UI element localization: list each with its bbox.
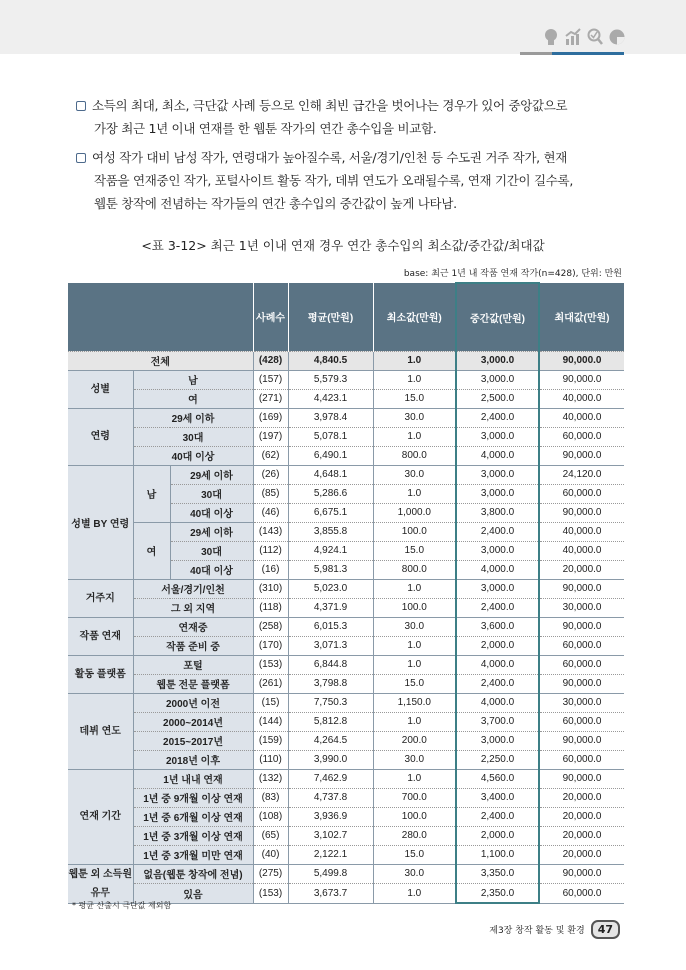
lightbulb-icon — [543, 28, 559, 46]
table-row — [68, 807, 624, 826]
row-label: 1년 중 3개월 미만 연재 — [133, 845, 253, 864]
cell-min: 100.0 — [373, 522, 456, 541]
cell-max: 90,000.0 — [539, 503, 624, 522]
cell-max: 30,000.0 — [539, 693, 624, 712]
paragraph-text: 웹툰 창작에 전념하는 작가들의 연간 총수입의 중간값이 높게 나타남. — [94, 196, 457, 211]
cell-max: 90,000.0 — [539, 579, 624, 598]
header-rule — [520, 52, 552, 55]
table-row — [68, 370, 624, 389]
cell-mean: 5,286.6 — [288, 484, 373, 503]
header-icons — [543, 28, 625, 46]
cell-mean: 3,673.7 — [288, 884, 373, 904]
cell-max: 90,000.0 — [539, 674, 624, 693]
cell-median: 2,000.0 — [456, 636, 539, 655]
cell-cases: (83) — [253, 788, 288, 807]
group-label: 활동 플랫폼 — [68, 655, 133, 693]
cell-max: 20,000.0 — [539, 807, 624, 826]
cell-min: 30.0 — [373, 617, 456, 636]
cell-max: 60,000.0 — [539, 427, 624, 446]
bullet-paragraph-2 — [76, 146, 636, 215]
cell-min: 1,000.0 — [373, 503, 456, 522]
cell-max: 20,000.0 — [539, 788, 624, 807]
cell-median: 3,000.0 — [456, 484, 539, 503]
table-row — [68, 579, 624, 598]
cell-cases: (62) — [253, 446, 288, 465]
cell-cases: (108) — [253, 807, 288, 826]
table-row — [68, 655, 624, 674]
cell-median: 3,000.0 — [456, 731, 539, 750]
cell-cases: (169) — [253, 408, 288, 427]
bullet-paragraph-1 — [76, 94, 636, 140]
cell-min: 100.0 — [373, 807, 456, 826]
cell-min: 15.0 — [373, 674, 456, 693]
cell-cases: (271) — [253, 389, 288, 408]
table-row — [68, 427, 624, 446]
cell-median: 3,000.0 — [456, 427, 539, 446]
pie-icon — [609, 28, 625, 46]
cell-median: 3,700.0 — [456, 712, 539, 731]
row-label: 40대 이상 — [133, 446, 253, 465]
page-footer — [489, 920, 620, 939]
cell-median: 2,000.0 — [456, 826, 539, 845]
cell-mean: 6,490.1 — [288, 446, 373, 465]
cell-min: 1.0 — [373, 884, 456, 904]
cell-median: 2,400.0 — [456, 674, 539, 693]
subgroup-label: 남 — [133, 465, 170, 522]
table-row — [68, 712, 624, 731]
table-base-note: base: 최근 1년 내 작품 연재 작가(n=428), 단위: 만원 — [403, 269, 622, 279]
table-row — [68, 522, 624, 541]
group-label: 연재 기간 — [68, 769, 133, 864]
cell-cases: (40) — [253, 845, 288, 864]
cell-cases: (15) — [253, 693, 288, 712]
cell-min: 1.0 — [373, 769, 456, 788]
row-label: 연재중 — [133, 617, 253, 636]
cell-median: 2,400.0 — [456, 598, 539, 617]
cell-max: 20,000.0 — [539, 826, 624, 845]
cell-median: 3,350.0 — [456, 864, 539, 884]
table-row — [68, 408, 624, 427]
cell-mean: 3,990.0 — [288, 750, 373, 769]
cell-cases: (159) — [253, 731, 288, 750]
cell-min: 200.0 — [373, 731, 456, 750]
table-row — [68, 788, 624, 807]
cell-cases: (170) — [253, 636, 288, 655]
cell-median: 4,560.0 — [456, 769, 539, 788]
cell-cases: (153) — [253, 655, 288, 674]
cell-min: 280.0 — [373, 826, 456, 845]
cell-min: 1,150.0 — [373, 693, 456, 712]
table-row — [68, 617, 624, 636]
cell-mean: 5,579.3 — [288, 370, 373, 389]
cell-cases: (16) — [253, 560, 288, 579]
cell-max: 40,000.0 — [539, 389, 624, 408]
header-min: 최소값(만원) — [373, 283, 456, 351]
cell-cases: (65) — [253, 826, 288, 845]
cell-max: 60,000.0 — [539, 636, 624, 655]
table-row — [68, 864, 624, 884]
cell-max: 30,000.0 — [539, 598, 624, 617]
table-header-row — [68, 283, 624, 351]
cell-max: 90,000.0 — [539, 617, 624, 636]
paragraph-text: 소득의 최대, 최소, 극단값 사례 등으로 인해 최빈 급간을 벗어나는 경우가 있어 중앙값으로 — [92, 98, 568, 113]
row-label: 30대 — [170, 484, 253, 503]
cell-max: 90,000.0 — [539, 731, 624, 750]
cell-mean: 3,071.3 — [288, 636, 373, 655]
cell-min: 1.0 — [373, 636, 456, 655]
cell-mean: 7,750.3 — [288, 693, 373, 712]
cell-min: 1.0 — [373, 351, 456, 370]
cell-min: 100.0 — [373, 598, 456, 617]
cell-mean: 6,675.1 — [288, 503, 373, 522]
cell-min: 1.0 — [373, 655, 456, 674]
row-label: 29세 이하 — [170, 465, 253, 484]
row-label: 29세 이하 — [170, 522, 253, 541]
cell-mean: 4,371.9 — [288, 598, 373, 617]
cell-median: 2,400.0 — [456, 522, 539, 541]
cell-mean: 6,844.8 — [288, 655, 373, 674]
table-row — [68, 769, 624, 788]
cell-mean: 5,812.8 — [288, 712, 373, 731]
table-row — [68, 693, 624, 712]
paragraph-text: 작품을 연재중인 작가, 포털사이트 활동 작가, 데뷔 연도가 오래될수록, 연재 기간이 길수록, — [94, 173, 574, 188]
cell-cases: (143) — [253, 522, 288, 541]
row-label: 포털 — [133, 655, 253, 674]
table-row — [68, 845, 624, 864]
cell-max: 60,000.0 — [539, 750, 624, 769]
cell-max: 40,000.0 — [539, 408, 624, 427]
cell-min: 15.0 — [373, 845, 456, 864]
table-caption: <표 3-12> 최근 1년 이내 연재 경우 연간 총수입의 최소값/중간값/최대값 — [141, 238, 545, 253]
cell-mean: 3,102.7 — [288, 826, 373, 845]
income-table — [68, 282, 624, 904]
footnote: * 평균 산출시 극단값 제외함 — [72, 901, 172, 910]
cell-max: 60,000.0 — [539, 884, 624, 904]
group-label: 연령 — [68, 408, 133, 465]
group-label: 작품 연재 — [68, 617, 133, 655]
cell-median: 3,000.0 — [456, 370, 539, 389]
cell-median: 3,000.0 — [456, 465, 539, 484]
header-rule-accent — [552, 52, 624, 55]
page-number: 47 — [591, 920, 620, 939]
cell-max: 40,000.0 — [539, 522, 624, 541]
header-mean: 평균(만원) — [288, 283, 373, 351]
cell-mean: 4,840.5 — [288, 351, 373, 370]
cell-mean: 7,462.9 — [288, 769, 373, 788]
header-blank — [68, 283, 253, 351]
row-label: 1년 중 3개월 이상 연재 — [133, 826, 253, 845]
row-label: 2018년 이후 — [133, 750, 253, 769]
cell-min: 30.0 — [373, 465, 456, 484]
row-label: 전체 — [68, 351, 253, 370]
row-label: 1년 중 6개월 이상 연재 — [133, 807, 253, 826]
cell-mean: 3,798.8 — [288, 674, 373, 693]
table-row — [68, 446, 624, 465]
cell-mean: 3,978.4 — [288, 408, 373, 427]
row-label: 30대 — [133, 427, 253, 446]
paragraph-text: 여성 작가 대비 남성 작가, 연령대가 높아질수록, 서울/경기/인천 등 수도권 거주 작가, 현재 — [92, 150, 568, 165]
cell-min: 30.0 — [373, 864, 456, 884]
cell-max: 90,000.0 — [539, 446, 624, 465]
cell-cases: (275) — [253, 864, 288, 884]
cell-min: 1.0 — [373, 712, 456, 731]
square-bullet-icon — [76, 101, 86, 111]
cell-cases: (258) — [253, 617, 288, 636]
cell-min: 800.0 — [373, 560, 456, 579]
cell-max: 90,000.0 — [539, 351, 624, 370]
cell-mean: 4,264.5 — [288, 731, 373, 750]
cell-mean: 5,499.8 — [288, 864, 373, 884]
group-label: 성별 — [68, 370, 133, 408]
cell-median: 3,400.0 — [456, 788, 539, 807]
chart-icon — [565, 28, 581, 46]
cell-cases: (85) — [253, 484, 288, 503]
table-row — [68, 674, 624, 693]
group-label: 데뷔 연도 — [68, 693, 133, 769]
chapter-title: 제3장 창작 활동 및 환경 — [489, 926, 585, 936]
cell-cases: (110) — [253, 750, 288, 769]
cell-min: 1.0 — [373, 370, 456, 389]
table-row — [68, 826, 624, 845]
cell-mean: 5,023.0 — [288, 579, 373, 598]
cell-median: 2,350.0 — [456, 884, 539, 904]
cell-median: 2,400.0 — [456, 807, 539, 826]
row-label: 여 — [133, 389, 253, 408]
cell-min: 1.0 — [373, 579, 456, 598]
cell-min: 15.0 — [373, 389, 456, 408]
cell-median: 2,400.0 — [456, 408, 539, 427]
cell-median: 2,250.0 — [456, 750, 539, 769]
row-label: 2000년 이전 — [133, 693, 253, 712]
cell-median: 2,500.0 — [456, 389, 539, 408]
group-label: 거주지 — [68, 579, 133, 617]
cell-mean: 3,936.9 — [288, 807, 373, 826]
cell-min: 1.0 — [373, 484, 456, 503]
cell-min: 30.0 — [373, 408, 456, 427]
cell-median: 4,000.0 — [456, 655, 539, 674]
row-label: 30대 — [170, 541, 253, 560]
cell-min: 800.0 — [373, 446, 456, 465]
cell-mean: 5,981.3 — [288, 560, 373, 579]
cell-mean: 4,648.1 — [288, 465, 373, 484]
cell-cases: (310) — [253, 579, 288, 598]
cell-median: 4,000.0 — [456, 693, 539, 712]
cell-median: 4,000.0 — [456, 560, 539, 579]
header-max: 최대값(만원) — [539, 283, 624, 351]
cell-median: 3,600.0 — [456, 617, 539, 636]
row-label: 29세 이하 — [133, 408, 253, 427]
cell-mean: 4,924.1 — [288, 541, 373, 560]
row-label: 없음(웹툰 창작에 전념) — [133, 864, 253, 884]
group-label: 성별 BY 연령 — [68, 465, 133, 579]
cell-min: 1.0 — [373, 427, 456, 446]
cell-median: 3,000.0 — [456, 351, 539, 370]
cell-median: 4,000.0 — [456, 446, 539, 465]
cell-max: 90,000.0 — [539, 769, 624, 788]
cell-max: 20,000.0 — [539, 845, 624, 864]
cell-median: 3,000.0 — [456, 579, 539, 598]
table-row — [68, 636, 624, 655]
row-label: 1년 내내 연재 — [133, 769, 253, 788]
row-label: 1년 중 9개월 이상 연재 — [133, 788, 253, 807]
cell-cases: (144) — [253, 712, 288, 731]
cell-min: 15.0 — [373, 541, 456, 560]
table-row — [68, 389, 624, 408]
cell-max: 60,000.0 — [539, 655, 624, 674]
header-median: 중간값(만원) — [456, 283, 539, 351]
row-label: 웹툰 전문 플랫폼 — [133, 674, 253, 693]
cell-cases: (132) — [253, 769, 288, 788]
cell-cases: (197) — [253, 427, 288, 446]
square-bullet-icon — [76, 153, 86, 163]
row-label: 있음 — [133, 884, 253, 904]
magnifier-check-icon — [587, 28, 603, 46]
cell-mean: 5,078.1 — [288, 427, 373, 446]
cell-max: 40,000.0 — [539, 541, 624, 560]
cell-median: 3,800.0 — [456, 503, 539, 522]
cell-cases: (261) — [253, 674, 288, 693]
row-label: 40대 이상 — [170, 503, 253, 522]
group-label: 웹툰 외 소득원 유무 — [68, 864, 133, 903]
cell-mean: 4,737.8 — [288, 788, 373, 807]
cell-max: 90,000.0 — [539, 370, 624, 389]
cell-cases: (157) — [253, 370, 288, 389]
paragraph-text: 가장 최근 1년 이내 연재를 한 웹툰 작가의 연간 총수입을 비교함. — [94, 121, 437, 136]
table-row — [68, 750, 624, 769]
row-label: 서울/경기/인천 — [133, 579, 253, 598]
cell-median: 1,100.0 — [456, 845, 539, 864]
cell-max: 90,000.0 — [539, 864, 624, 884]
row-label: 2015~2017년 — [133, 731, 253, 750]
table-row-total — [68, 351, 624, 370]
row-label: 남 — [133, 370, 253, 389]
cell-min: 700.0 — [373, 788, 456, 807]
table-row — [68, 598, 624, 617]
cell-min: 30.0 — [373, 750, 456, 769]
cell-mean: 2,122.1 — [288, 845, 373, 864]
cell-mean: 3,855.8 — [288, 522, 373, 541]
header-cases: 사례수 — [253, 283, 288, 351]
table-row — [68, 731, 624, 750]
subgroup-label: 여 — [133, 522, 170, 579]
cell-cases: (26) — [253, 465, 288, 484]
cell-mean: 6,015.3 — [288, 617, 373, 636]
cell-cases: (428) — [253, 351, 288, 370]
cell-cases: (118) — [253, 598, 288, 617]
row-label: 40대 이상 — [170, 560, 253, 579]
cell-max: 24,120.0 — [539, 465, 624, 484]
cell-max: 20,000.0 — [539, 560, 624, 579]
cell-max: 60,000.0 — [539, 712, 624, 731]
row-label: 그 외 지역 — [133, 598, 253, 617]
row-label: 2000~2014년 — [133, 712, 253, 731]
cell-cases: (46) — [253, 503, 288, 522]
cell-cases: (112) — [253, 541, 288, 560]
cell-mean: 4,423.1 — [288, 389, 373, 408]
cell-median: 3,000.0 — [456, 541, 539, 560]
table-row — [68, 465, 624, 484]
cell-max: 60,000.0 — [539, 484, 624, 503]
cell-cases: (153) — [253, 884, 288, 904]
row-label: 작품 준비 중 — [133, 636, 253, 655]
